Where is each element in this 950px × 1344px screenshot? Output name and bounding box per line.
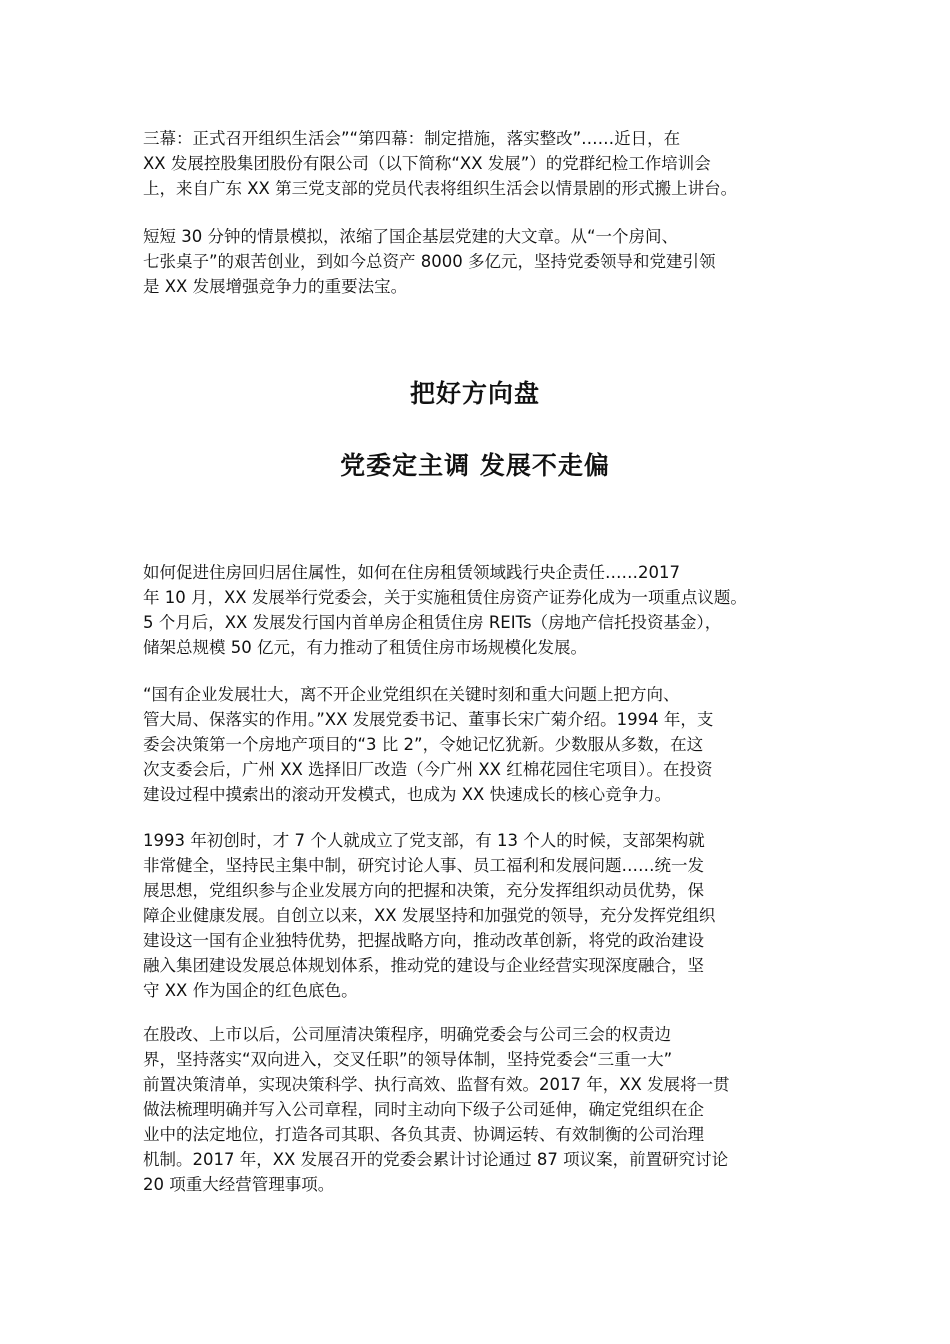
text-line: 做法梳理明确并写入公司章程，同时主动向下级子公司延伸，确定党组织在企	[143, 1100, 704, 1119]
intro-paragraph-1	[143, 126, 823, 201]
section-title: 把好方向盘	[409, 379, 540, 408]
text-line: 三幕：正式召开组织生活会”“第四幕：制定措施，落实整改”……近日，在	[143, 129, 681, 148]
text-line: 融入集团建设发展总体规划体系，推动党的建设与企业经营实现深度融合，坚	[143, 956, 704, 975]
body-paragraph-2	[143, 682, 823, 807]
text-line: 界，坚持落实“双向进入，交叉任职”的领导体制，坚持党委会“三重一大”	[143, 1050, 673, 1069]
text-line: 前置决策清单，实现决策科学、执行高效、监督有效。2017 年，XX 发展将一贯	[143, 1075, 730, 1094]
text-line: XX 发展控股集团股份有限公司（以下简称“XX 发展”）的党群纪检工作培训会	[143, 154, 711, 173]
text-line: 储架总规模 50 亿元，有力推动了租赁住房市场规模化发展。	[143, 638, 587, 657]
text-line: 20 项重大经营管理事项。	[143, 1175, 335, 1194]
text-line: 上，来自广东 XX 第三党支部的党员代表将组织生活会以情景剧的形式搬上讲台。	[143, 179, 738, 198]
text-line: 1993 年初创时，才 7 个人就成立了党支部，有 13 个人的时候，支部架构就	[143, 831, 705, 850]
body-paragraph-3	[143, 828, 823, 1003]
intro-paragraph-2	[143, 224, 823, 299]
text-line: 守 XX 作为国企的红色底色。	[143, 981, 358, 1000]
text-line: 机制。2017 年，XX 发展召开的党委会累计讨论通过 87 项议案，前置研究讨论	[143, 1150, 729, 1169]
text-line: 建设过程中摸索出的滚动开发模式，也成为 XX 快速成长的核心竞争力。	[143, 785, 672, 804]
text-line: 七张桌子”的艰苦创业，到如今总资产 8000 多亿元，坚持党委领导和党建引领	[143, 252, 716, 271]
body-paragraph-4	[143, 1022, 823, 1197]
text-line: 短短 30 分钟的情景模拟，浓缩了国企基层党建的大文章。从“一个房间、	[143, 227, 679, 246]
text-line: 5 个月后，XX 发展发行国内首单房企租赁住房 REITs（房地产信托投资基金），	[143, 613, 722, 632]
text-line: 如何促进住房回归居住属性，如何在住房租赁领域践行央企责任……2017	[143, 563, 680, 582]
body-paragraph-1	[143, 560, 823, 660]
text-line: 是 XX 发展增强竞争力的重要法宝。	[143, 277, 408, 296]
section-subtitle: 党委定主调 发展不走偏	[340, 451, 610, 480]
text-line: 非常健全，坚持民主集中制，研究讨论人事、员工福利和发展问题……统一发	[143, 856, 704, 875]
text-line: 障企业健康发展。自创立以来，XX 发展坚持和加强党的领导，充分发挥党组织	[143, 906, 716, 925]
text-line: 管大局、保落实的作用。”XX 发展党委书记、董事长宋广菊介绍。1994 年，支	[143, 710, 714, 729]
text-line: “国有企业发展壮大，离不开企业党组织在关键时刻和重大问题上把方向、	[143, 685, 680, 704]
text-line: 在股改、上市以后，公司厘清决策程序，明确党委会与公司三会的权责边	[143, 1025, 671, 1044]
text-line: 次支委会后，广州 XX 选择旧厂改造（今广州 XX 红棉花园住宅项目）。在投资	[143, 760, 713, 779]
text-line: 展思想，党组织参与企业发展方向的把握和决策，充分发挥组织动员优势，保	[143, 881, 704, 900]
text-line: 年 10 月，XX 发展举行党委会，关于实施租赁住房资产证券化成为一项重点议题。	[143, 588, 747, 607]
text-line: 建设这一国有企业独特优势，把握战略方向，推动改革创新，将党的政治建设	[143, 931, 704, 950]
text-line: 委会决策第一个房地产项目的“3 比 2”，令她记忆犹新。少数服从多数，在这	[143, 735, 704, 754]
text-line: 业中的法定地位，打造各司其职、各负其责、协调运转、有效制衡的公司治理	[143, 1125, 704, 1144]
